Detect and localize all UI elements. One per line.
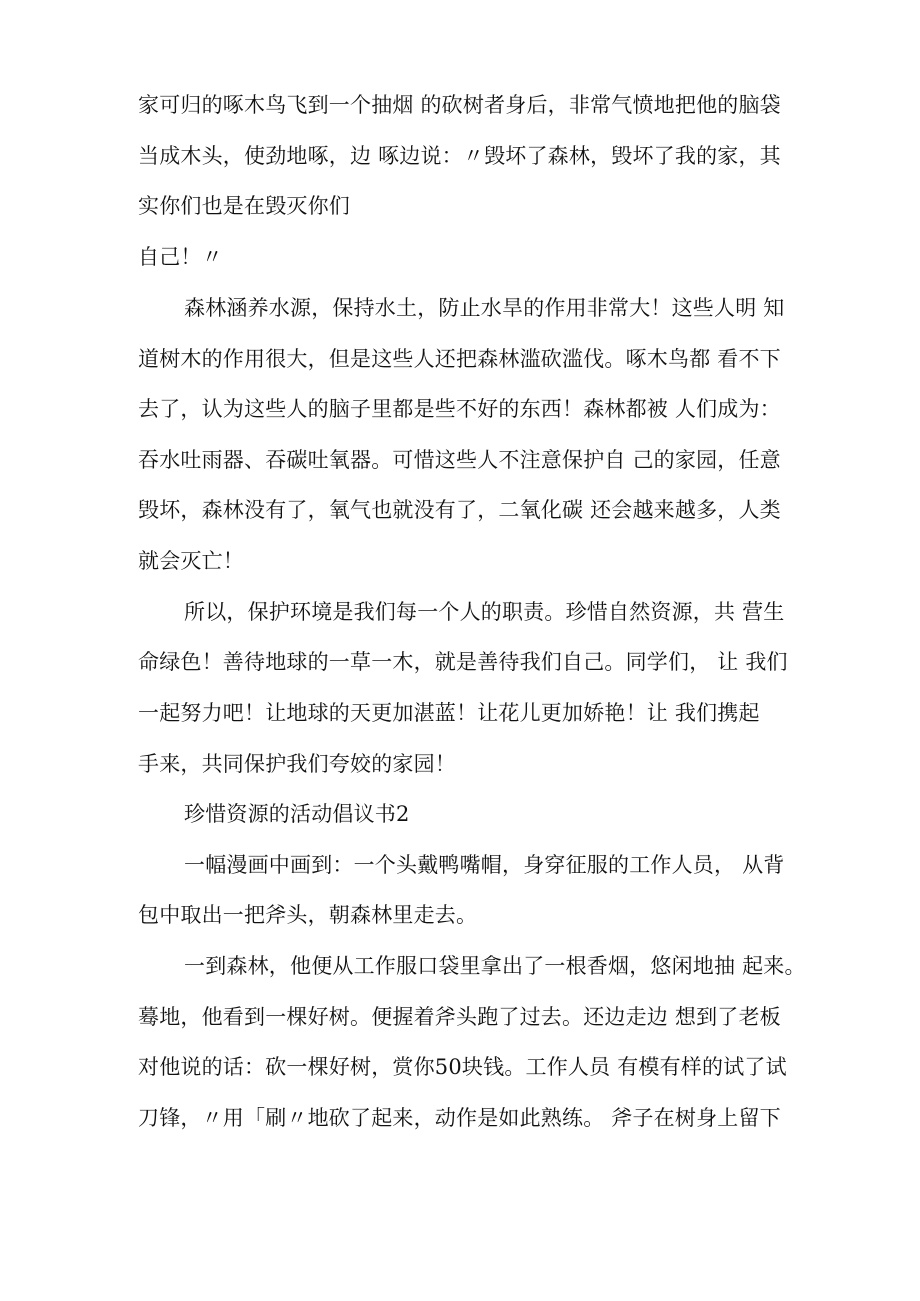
paragraph-first-line: 森林涵养水源，保持水土，防止水旱的作用非常大！这些人明 知 [184,296,785,320]
text-line: 就会灭亡！ [138,549,244,573]
section-heading: 珍惜资源的活动倡议书2 [184,802,410,826]
paragraph-first-line: 所以，保护环境是我们每一个人的职责。珍惜自然资源，共 营生 [184,600,785,624]
text-line: 去了，认为这些人的脑子里都是些不好的东西！森林都被 人们成为： [138,397,781,421]
paragraph-first-line: 一幅漫画中画到：一个头戴鸭嘴帽，身穿征服的工作人员， 从背 [184,853,785,877]
text-line: 当成木头，使劲地啄，边 啄边说：〃毁坏了森林，毁坏了我的家，其 [138,144,781,168]
text-line: 包中取出一把斧头，朝森林里走去。 [138,903,478,927]
text-line: 吞水吐雨器、吞碳吐氧器。可惜这些人不注意保护自 己的家园，任意 [138,448,781,472]
text-line: 自己！〃 [138,245,223,269]
text-line: 命绿色！善待地球的一草一木，就是善待我们自己。同学们， 让 我们 [138,650,788,674]
text-line: 家可归的啄木鸟飞到一个抽烟 的砍树者身后，非常气愤地把他的脑袋 [138,93,781,117]
text-line: 毁坏，森林没有了，氧气也就没有了，二氧化碳 还会越来越多，人类 [138,498,781,522]
text-line: 实你们也是在毁灭你们 [138,194,350,218]
text-line: 道树木的作用很大，但是这些人还把森林滥砍滥伐。啄木鸟都 看不下 [138,347,781,371]
text-line: 蓦地，他看到一棵好树。便握着斧头跑了过去。还边走边 想到了老板 [138,1005,781,1029]
text-line: 一起努力吧！让地球的天更加湛蓝！让花儿更加娇艳！让 我们携起 [138,701,760,725]
paragraph-first-line: 一到森林，他便从工作服口袋里拿出了一根香烟，悠闲地抽 起来。 [184,954,806,978]
text-line: 刀锋，〃用「刷〃地砍了起来，动作是如此熟练。 斧子在树身上留下 [138,1106,781,1130]
text-line: 对他说的话：砍一棵好树，赏你50块钱。工作人员 有模有样的试了试 [138,1055,787,1079]
text-line: 手来，共同保护我们夸姣的家园！ [138,752,456,776]
